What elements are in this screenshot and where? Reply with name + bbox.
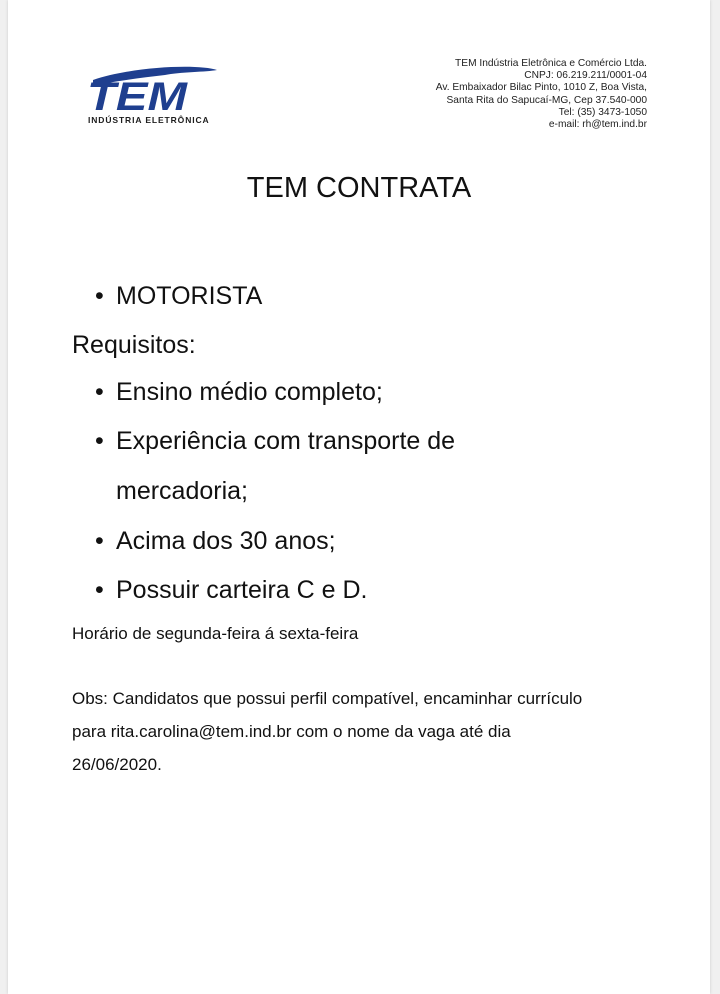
company-phone: Tel: (35) 3473-1050 bbox=[558, 106, 647, 118]
logo-text: TEM bbox=[87, 75, 189, 114]
company-logo bbox=[79, 66, 229, 130]
company-cnpj: CNPJ: 06.219.211/0001-04 bbox=[524, 70, 647, 82]
bullet-icon: • bbox=[95, 282, 104, 310]
document-page bbox=[8, 0, 710, 994]
requirement-continuation: mercadoria; bbox=[116, 477, 248, 505]
company-name: TEM Indústria Eletrônica e Comércio Ltda. bbox=[455, 58, 647, 69]
requirement-text: Experiência com transporte de bbox=[116, 427, 456, 455]
obs-line: Obs: Candidatos que possui perfil compatível, encaminhar currículo bbox=[72, 689, 583, 708]
obs-line: 26/06/2020. bbox=[72, 755, 162, 774]
requirement-text: Acima dos 30 anos; bbox=[116, 527, 336, 555]
requirement-text: Ensino médio completo; bbox=[116, 378, 383, 406]
company-address-2: Santa Rita do Sapucaí-MG, Cep 37.540-000 bbox=[446, 94, 647, 106]
bullet-icon: • bbox=[95, 378, 104, 406]
schedule-text: Horário de segunda-feira á sexta-feira bbox=[72, 624, 359, 643]
bullet-icon: • bbox=[95, 427, 104, 455]
obs-line: para rita.carolina@tem.ind.br com o nome da vaga até dia bbox=[72, 722, 511, 741]
bullet-icon: • bbox=[95, 576, 104, 604]
company-email: e-mail: rh@tem.ind.br bbox=[548, 119, 647, 131]
logo-subtitle: INDÚSTRIA ELETRÔNICA bbox=[88, 115, 210, 125]
requirements-label: Requisitos: bbox=[72, 331, 196, 359]
bullet-icon: • bbox=[95, 527, 104, 555]
company-info bbox=[436, 58, 647, 131]
position-label: MOTORISTA bbox=[116, 282, 263, 310]
requirement-text: Possuir carteira C e D. bbox=[116, 576, 368, 604]
company-address-1: Av. Embaixador Bilac Pinto, 1010 Z, Boa Vista, bbox=[435, 82, 647, 94]
page-title: TEM CONTRATA bbox=[246, 172, 472, 204]
tem-logo-icon bbox=[79, 66, 229, 114]
